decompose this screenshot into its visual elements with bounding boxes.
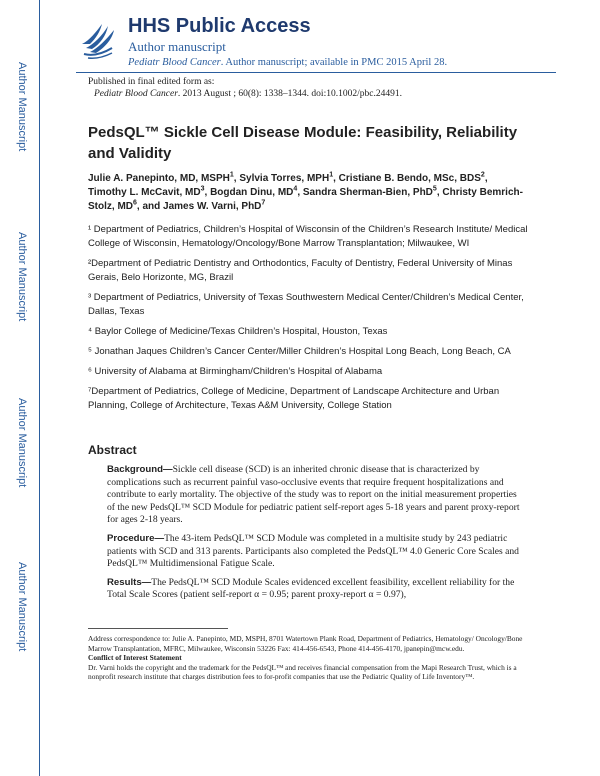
abstract-section-label: Background— [107, 464, 173, 475]
abstract-section-label: Results— [107, 576, 152, 588]
affiliation: ⁵ Jonathan Jaques Children’s Cancer Center/Miller Children’s Hospital Long Beach, Long Beach, CA [88, 346, 511, 357]
hhs-eagle-logo-icon [76, 14, 120, 62]
author-name: Christy Bemrich-Stolz, MD [88, 187, 523, 212]
author-affiliation-marker: 3 [200, 185, 205, 193]
conflict-heading: Conflict of Interest Statement [88, 653, 182, 663]
author-name: James W. Varni, PhD [163, 201, 262, 212]
abstract-procedure [107, 533, 527, 571]
publication-journal: Pediatr Blood Cancer [94, 89, 178, 99]
author-name: Sandra Sherman-Bien, PhD [302, 187, 433, 198]
abstract-body [107, 464, 527, 608]
affiliation: ⁴ Baylor College of Medicine/Texas Children’s Hospital, Houston, Texas [88, 326, 388, 337]
author-separator: , [204, 187, 211, 198]
conflict-note: Dr. Varni holds the copyright and the trademark for the PedsQL™ and receives financial compensation from the Mapi Research Trust, which is a nonprofit research institute that charges distribution fees to for-profit companies that use the Pediatric Quality of Life Inventory™. [88, 662, 517, 682]
author-affiliation-marker: 2 [480, 171, 485, 179]
affiliation: ²Department of Pediatric Dentistry and Orthodontics, Faculty of Dentistry, Federal University of Minas Gerais, Belo Horizonte, MG, Brazil [88, 258, 513, 283]
sidebar-label: Author Manuscript [16, 562, 28, 652]
author-separator: , [333, 173, 339, 184]
header-citation-rest: . Author manuscript; available in PMC 2015 April 28. [220, 57, 448, 68]
abstract-background [107, 464, 527, 527]
header-subtitle: Author manuscript [128, 39, 226, 54]
correspondence-note: Address correspondence to: Julie A. Panepinto, MD, MSPH, 8701 Watertown Plank Road, Department of Pediatrics, Hematology/ Oncology/Bone Marrow Transplantation, MFRC, Milwaukee, Wisconsin 53226 Fax: 414-456-6543, Phone 414-456-4170, jpanepin@mcw.edu. [88, 634, 523, 653]
author-affiliation-marker: 1 [329, 171, 334, 179]
author-affiliation-marker: 4 [293, 185, 298, 193]
publication-info [88, 76, 402, 100]
author-separator: , [436, 187, 443, 198]
sidebar-label: Author Manuscript [16, 232, 28, 322]
author-name: Timothy L. McCavit, MD [88, 187, 201, 198]
author-affiliation-marker: 6 [133, 199, 137, 207]
author-list [88, 172, 528, 214]
affiliation: ³ Department of Pediatrics, University of Texas Southwestern Medical Center/Children’s Medical Center, Dallas, Texas [88, 292, 524, 317]
affiliations [88, 223, 528, 419]
author-separator: , [233, 173, 240, 184]
header-journal: Pediatr Blood Cancer [128, 57, 221, 68]
abstract-section-label: Procedure— [107, 532, 165, 544]
author-name: Julie A. Panepinto, MD, MSPH [88, 173, 230, 184]
publication-citation [88, 88, 402, 100]
author-affiliation-marker: 5 [432, 185, 437, 193]
abstract-section-text: The 43-item PedsQL™ SCD Module was completed in a multisite study by 243 pediatric patients with SCD and 313 parents. Participants also completed the PedsQL™ 4.0 Generic Core Scales and PedsQL™ Multidimensional Fatigue Scale. [107, 532, 519, 570]
footnote-rule [88, 628, 228, 629]
affiliation: ¹ Department of Pediatrics, Children’s Hospital of Wisconsin of the Children’s Research Institute/ Medical College of Wisconsin, Hematology/Oncology/Bone Marrow Transplantation; Milwaukee, WI [88, 224, 528, 249]
footnotes [88, 634, 538, 682]
sidebar-label: Author Manuscript [16, 62, 28, 152]
author-affiliation-marker: 1 [229, 171, 234, 179]
author-name: Cristiane B. Bendo, MSc, BDS [338, 173, 481, 184]
author-separator: , [297, 187, 303, 198]
affiliation: ⁷Department of Pediatrics, College of Medicine, Department of Landscape Architecture and Urban Planning, College of Architecture, Texas A&M University, College Station [88, 386, 500, 411]
abstract-results [107, 577, 527, 602]
header-title: HHS Public Access [128, 15, 311, 37]
abstract-heading: Abstract [88, 443, 137, 457]
author-name: Bogdan Dinu, MD [210, 187, 294, 198]
sidebar-rule [39, 0, 40, 776]
sidebar-label: Author Manuscript [16, 398, 28, 488]
affiliation: ⁶ University of Alabama at Birmingham/Children’s Hospital of Alabama [88, 366, 383, 377]
abstract-section-text: The PedsQL™ SCD Module Scales evidenced excellent feasibility, excellent reliability for the Total Scale Scores (patient self-report α = 0.95; parent proxy-report α = 0.97), [107, 576, 515, 601]
publication-label: Published in final edited form as: [88, 77, 215, 87]
author-separator: , and [136, 201, 164, 212]
author-affiliation-marker: 7 [261, 199, 266, 207]
header-citation [128, 56, 447, 70]
publication-details: . 2013 August ; 60(8): 1338–1344. doi:10.1002/pbc.24491. [177, 89, 402, 99]
header-rule [76, 72, 556, 73]
abstract-section-text: Sickle cell disease (SCD) is an inherited chronic disease that is characterized by complications such as recurrent painful vaso-occlusive events that require frequent hospitalizations and contribute to early mortality. The objective of the study was to report on the initial measurement properties of the new PedsQL™ SCD Module for pediatric patient self-report ages 5-18 years and parent proxy-report for ages 2-18 years. [107, 464, 520, 526]
article-title: PedsQL™ Sickle Cell Disease Module: Feasibility, Reliability and Validity [88, 124, 518, 162]
author-name: Sylvia Torres, MPH [239, 173, 330, 184]
author-separator: , [484, 173, 488, 184]
